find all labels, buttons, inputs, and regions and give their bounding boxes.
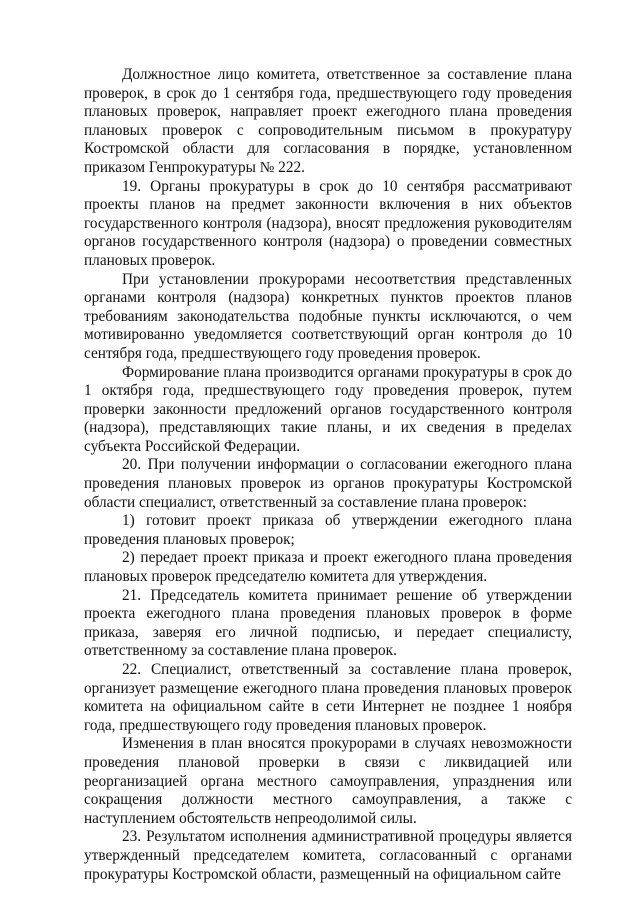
paragraph-item-23: 23. Результатом исполнения административной процедуры является утвержденный председателем комитета, согласованный с органами прокуратуры Костромской области, размещенный на официальном сайте [84, 828, 572, 883]
paragraph-prosecutor-discrepancy: При установлении прокурорами несоответствия представленных органами контроля (надзора) конкретных пунктов проектов планов требованиям законодательства подобные пункты исключаются, о чем мотивированно уведомляется соответствующий орган контроля до 10 сентября года, предшествующего году проведения проверок. [84, 270, 572, 362]
paragraph-item-22: 22. Специалист, ответственный за составление плана проверок, организует размещение ежегодного плана проведения плановых проверок комитета на официальном сайте в сети Интернет не позднее 1 ноября года, предшествующего году проведения плановых проверок. [84, 661, 572, 734]
document-body [84, 66, 572, 884]
paragraph-plan-submission: Должностное лицо комитета, ответственное за составление плана проверок, в срок до 1 сентября года, предшествующего году проведения плановых проверок, направляет проект ежегодного плана проведения плановых проверок с сопроводительным письмом в прокуратуру Костромской области для согласования в порядке, установленном приказом Генпрокуратуры № 222. [84, 66, 572, 176]
paragraph-subitem-2: 2) передает проект приказа и проект ежегодного плана проведения плановых проверок председателю комитета для утверждения. [84, 549, 572, 586]
paragraph-item-20: 20. При получении информации о согласовании ежегодного плана проведения плановых проверок из органов прокуратуры Костромской области специалист, ответственный за составление плана проверок: [84, 456, 572, 511]
paragraph-plan-changes: Изменения в план вносятся прокурорами в случаях невозможности проведения плановой проверки в связи с ликвидацией или реорганизацией органа местного самоуправления, упразднения или сокращения должности местного самоуправления, а также с наступлением обстоятельств непреодолимой силы. [84, 735, 572, 827]
paragraph-plan-formation: Формирование плана производится органами прокуратуры в срок до 1 октября года, предшествующего году проведения проверок, путем проверки законности предложений органов государственного контроля (надзора), представляющих такие планы, и их сведения в пределах субъекта Российской Федерации. [84, 363, 572, 455]
paragraph-item-21: 21. Председатель комитета принимает решение об утверждении проекта ежегодного плана проведения плановых проверок в форме приказа, заверяя его личной подписью, и передает специалисту, ответственному за составление плана проверок. [84, 586, 572, 660]
paragraph-item-19: 19. Органы прокуратуры в срок до 10 сентября рассматривают проекты планов на предмет законности включения в них объектов государственного контроля (надзора), вносят предложения руководителям органов государственного контроля (надзора) о проведении совместных плановых проверок. [84, 177, 572, 269]
paragraph-subitem-1: 1) готовит проект приказа об утверждении ежегодного плана проведения плановых проверок; [84, 512, 572, 548]
